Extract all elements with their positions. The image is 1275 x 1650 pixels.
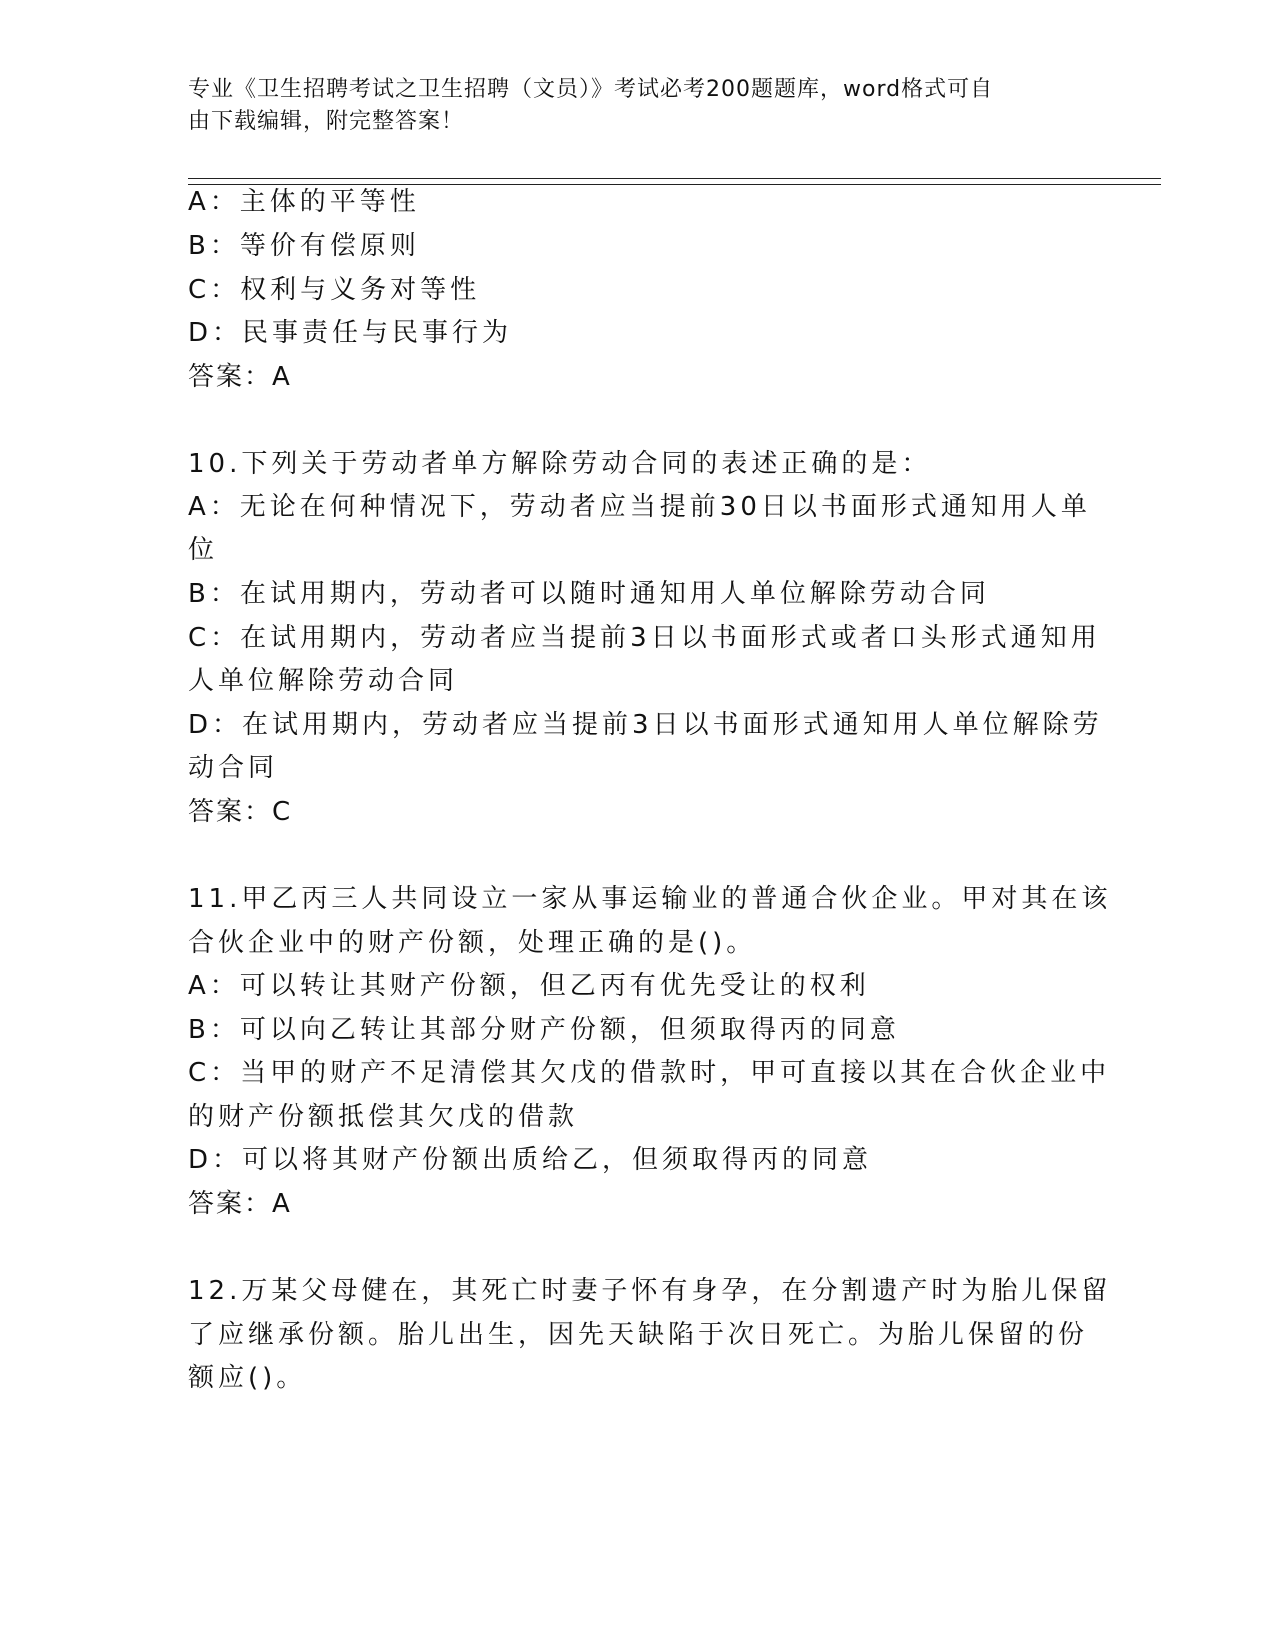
header-line-2: 由下载编辑，附完整答案！ bbox=[188, 109, 465, 134]
q10-option-d-line-1: D：在试用期内，劳动者应当提前3日以书面形式通知用人单位解除劳 bbox=[188, 710, 1103, 740]
q11-option-c-line-1: C：当甲的财产不足清偿其欠戊的借款时，甲可直接以其在合伙企业中 bbox=[188, 1058, 1111, 1088]
q10-option-c-line-2: 人单位解除劳动合同 bbox=[188, 666, 459, 696]
q11-option-c-line-2: 的财产份额抵偿其欠戊的借款 bbox=[188, 1102, 579, 1132]
q9-option-b: B：等价有偿原则 bbox=[188, 231, 420, 261]
header-divider-top bbox=[188, 178, 1161, 179]
header-line-1: 专业《卫生招聘考试之卫生招聘（文员）》考试必考200题题库，word格式可自 bbox=[188, 77, 994, 102]
q10-option-a-line-1: A：无论在何种情况下，劳动者应当提前30日以书面形式通知用人单 bbox=[188, 492, 1091, 522]
q11-option-b: B：可以向乙转让其部分财产份额，但须取得丙的同意 bbox=[188, 1015, 900, 1045]
q12-stem-line-2: 了应继承份额。胎儿出生，因先天缺陷于次日死亡。为胎儿保留的份 bbox=[188, 1320, 1089, 1350]
q12-stem-line-3: 额应()。 bbox=[188, 1363, 307, 1393]
q9-option-c: C：权利与义务对等性 bbox=[188, 275, 481, 305]
q10-option-a-line-2: 位 bbox=[188, 535, 219, 565]
q10-answer: 答案：C bbox=[188, 797, 293, 827]
q11-option-a: A：可以转让其财产份额，但乙丙有优先受让的权利 bbox=[188, 971, 870, 1001]
q9-answer: 答案：A bbox=[188, 362, 292, 392]
q9-option-a: A：主体的平等性 bbox=[188, 187, 420, 217]
document-header bbox=[188, 74, 1068, 138]
q9-option-d: D：民事责任与民事行为 bbox=[188, 318, 513, 348]
q11-stem-line-1: 11.甲乙丙三人共同设立一家从事运输业的普通合伙企业。甲对其在该 bbox=[188, 884, 1112, 914]
q11-option-d: D：可以将其财产份额出质给乙，但须取得丙的同意 bbox=[188, 1145, 873, 1175]
q10-option-d-line-2: 动合同 bbox=[188, 753, 279, 783]
q11-stem-line-2: 合伙企业中的财产份额，处理正确的是()。 bbox=[188, 928, 757, 958]
q10-stem: 10.下列关于劳动者单方解除劳动合同的表述正确的是： bbox=[188, 449, 932, 479]
q12-stem-line-1: 12.万某父母健在，其死亡时妻子怀有身孕，在分割遗产时为胎儿保留 bbox=[188, 1276, 1112, 1306]
q11-answer: 答案：A bbox=[188, 1189, 292, 1219]
q10-option-c-line-1: C：在试用期内，劳动者应当提前3日以书面形式或者口头形式通知用 bbox=[188, 623, 1101, 653]
q10-option-b: B：在试用期内，劳动者可以随时通知用人单位解除劳动合同 bbox=[188, 579, 990, 609]
